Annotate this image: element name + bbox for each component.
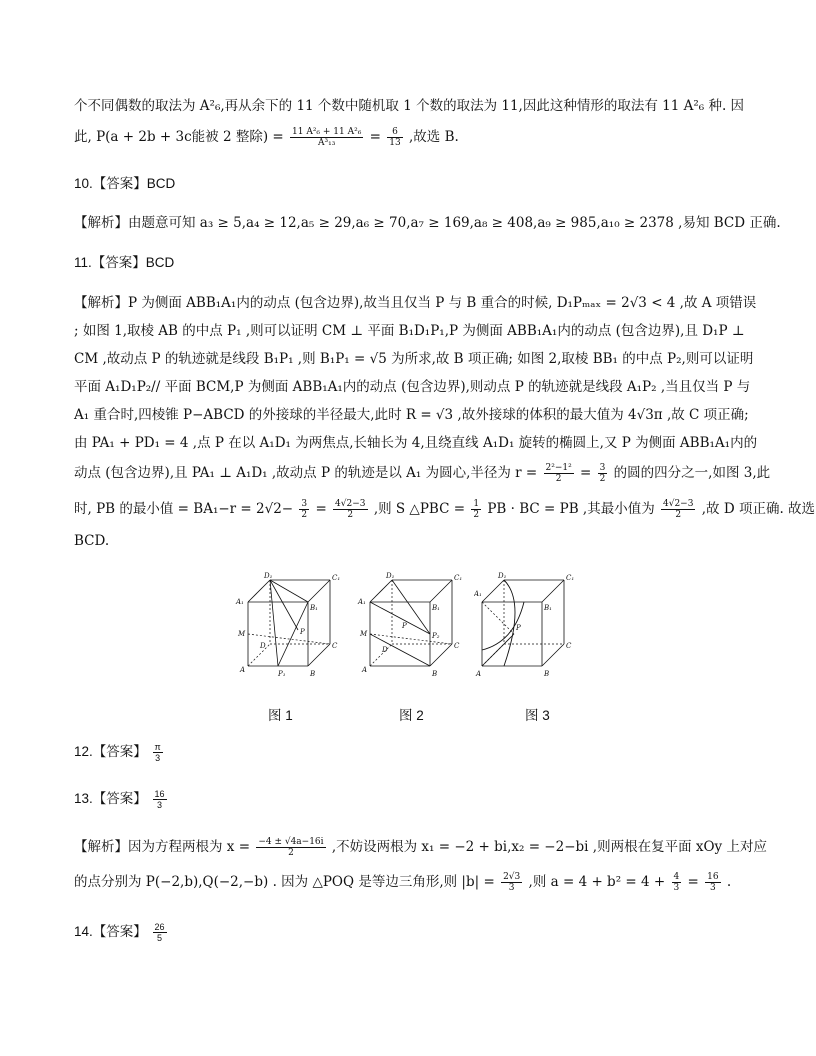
fraction-numerator: 4√2−3	[335, 499, 366, 509]
label-a1: A₁	[358, 598, 366, 606]
label-a: A	[240, 666, 246, 674]
fraction-denominator: 2	[347, 510, 354, 520]
fraction-denominator: 2	[288, 848, 294, 858]
figure-3-caption: 图 3	[525, 708, 550, 723]
text-segment: 时, PB 的最小值 = BA₁−r = 2√2−	[74, 501, 294, 517]
solution-11-line-1: 【解析】P 为侧面 ABB₁A₁内的动点 (包含边界),故当且仅当 P 与 B 重合的时候, D₁Pₘₐₓ = 2√3 < 4 ,故 A 项错误	[74, 295, 757, 311]
solution-11-line-8	[74, 499, 816, 520]
label-c1: C₁	[566, 574, 575, 582]
figure-2-diagram	[352, 572, 464, 684]
fraction-denominator: 5	[157, 933, 163, 943]
text-segment: ,则 a = 4 + b² = 4 +	[528, 874, 666, 890]
label-b: B	[432, 670, 438, 678]
fraction-denominator: 2	[301, 510, 308, 520]
label-m: M	[238, 630, 246, 638]
label-p1: P₁	[278, 670, 286, 678]
label-p: P	[300, 628, 305, 636]
label-b1: B₁	[544, 604, 552, 612]
solution-11-line-5: A₁ 重合时,四棱锥 P−ABCD 的外接球的半径最大,此时 R = √3 ,故外接球的体积的最大值为 4√3π ,故 C 项正确;	[74, 407, 749, 423]
text-segment: 【解析】因为方程两根为 x =	[74, 839, 251, 855]
label-a: A	[362, 666, 368, 674]
answer-label: 14.【答案】	[74, 924, 147, 940]
solution-11-line-2: ; 如图 1,取棱 AB 的中点 P₁ ,则可以证明 CM ⊥ 平面 B₁D₁P₁,P 为侧面 ABB₁A₁内的动点 (包含边界),且 D₁P ⊥	[74, 323, 745, 339]
solution-11-line-9: BCD.	[74, 533, 110, 549]
text-line-2	[74, 127, 754, 148]
fraction	[501, 872, 522, 893]
answer-label: 13.【答案】	[74, 791, 147, 807]
text-segment: =	[369, 129, 381, 145]
fraction-numerator: 11 A²₆ + 11 A²₆	[292, 127, 362, 137]
answer-13	[74, 789, 754, 810]
fraction-numerator: 16	[154, 789, 165, 799]
text-segment: ,则 S △PBC =	[373, 501, 466, 517]
label-d: D	[260, 642, 266, 650]
label-b: B	[544, 670, 550, 678]
figure-2	[352, 572, 464, 684]
fraction-denominator: 13	[389, 138, 401, 148]
text-segment: ,故 D 项正确. 故选	[701, 501, 816, 517]
label-d1: D₁	[498, 572, 507, 580]
fraction	[153, 922, 167, 943]
answer-10: 10.【答案】BCD	[74, 176, 176, 191]
label-b1: B₁	[310, 604, 318, 612]
figure-1-caption: 图 1	[268, 708, 293, 723]
fraction-denominator: 3	[508, 883, 515, 893]
figure-1-diagram	[230, 572, 342, 684]
fraction	[705, 872, 720, 893]
label-a1: A₁	[236, 598, 244, 606]
label-a: A	[476, 670, 482, 678]
text-segment: ,故选 B.	[408, 129, 459, 145]
solution-11-line-6: 由 PA₁ + PD₁ = 4 ,点 P 在以 A₁D₁ 为两焦点,长轴长为 4,且绕直线 A₁D₁ 旋转的椭圆上,又 P 为侧面 ABB₁A₁内的	[74, 435, 758, 451]
text-segment: =	[580, 465, 592, 481]
solution-13-line-1	[74, 837, 767, 858]
fraction-numerator: π	[154, 742, 161, 752]
fraction	[153, 789, 167, 810]
fraction-numerator: −4 ± √4a−16i	[258, 837, 324, 847]
label-p: P	[516, 624, 521, 632]
label-d1: D₁	[386, 572, 395, 580]
fraction	[333, 499, 367, 520]
fraction-denominator: A³₁₃	[318, 138, 336, 148]
answer-14	[74, 922, 754, 943]
fraction-numerator: 26	[154, 922, 165, 932]
text-segment: .	[726, 874, 732, 890]
label-c1: C₁	[332, 574, 341, 582]
fraction	[661, 499, 695, 520]
text-segment: =	[687, 874, 699, 890]
text-segment: 动点 (包含边界),且 PA₁ ⊥ A₁D₁ ,故动点 P 的轨迹是以 A₁ 为圆心,半径为 r =	[74, 465, 538, 481]
text-line-1: 个不同偶数的取法为 A²₆,再从余下的 11 个数中随机取 1 个数的取法为 11,因此这种情形的取法有 11 A²₆ 种. 因	[74, 98, 745, 114]
fraction-numerator: 6	[387, 127, 402, 138]
solution-10: 【解析】由题意可知 a₃ ≥ 5,a₄ ≥ 12,a₅ ≥ 29,a₆ ≥ 70,a₇ ≥ 169,a₈ ≥ 408,a₉ ≥ 985,a₁₀ ≥ 2378 ,易知 BCD 正确.	[74, 215, 781, 231]
solution-11-line-3: CM ,故动点 P 的轨迹就是线段 B₁P₁ ,则 B₁P₁ = √5 为所求,故 B 项正确; 如图 2,取棱 BB₁ 的中点 P₂,则可以证明	[74, 351, 754, 367]
label-c: C	[332, 642, 338, 650]
fraction-denominator: 2	[555, 474, 562, 484]
text-segment: ,不妨设两根为 x₁ = −2 + bi,x₂ = −2−bi ,则两根在复平面 xOy 上对应	[331, 839, 767, 855]
label-b1: B₁	[432, 604, 440, 612]
fraction	[672, 872, 682, 893]
label-a1: A₁	[474, 590, 482, 598]
label-c1: C₁	[454, 574, 463, 582]
figure-3	[474, 572, 586, 684]
label-b: B	[310, 670, 316, 678]
fraction-denominator: 3	[157, 800, 163, 810]
fraction-numerator: 3	[301, 499, 308, 509]
fraction-numerator: 4√2−3	[663, 499, 694, 509]
label-c: C	[454, 642, 460, 650]
label-p: P	[402, 622, 407, 630]
fraction	[544, 463, 574, 484]
fraction	[387, 127, 402, 148]
fraction-denominator: 2	[599, 474, 606, 484]
label-m: M	[360, 630, 368, 638]
fraction-denominator: 3	[673, 883, 680, 893]
label-d1: D₁	[264, 572, 273, 580]
fraction	[153, 742, 163, 763]
fraction-denominator: 2	[675, 510, 682, 520]
text-segment: 此, P(a + 2b + 3c能被 2 整除) =	[74, 129, 284, 145]
fraction	[256, 837, 325, 858]
fraction-numerator: 3	[599, 463, 606, 473]
cube-figures	[230, 572, 590, 684]
answer-label: 12.【答案】	[74, 744, 147, 760]
label-c: C	[566, 642, 572, 650]
fraction-denominator: 3	[710, 883, 716, 893]
fraction-numerator: 2√3	[503, 872, 521, 882]
fraction-denominator: 2	[473, 510, 480, 520]
fraction	[299, 499, 309, 520]
fraction-denominator: 3	[155, 753, 161, 763]
fraction	[290, 127, 363, 148]
answer-11: 11.【答案】BCD	[74, 255, 175, 270]
solution-11-line-7	[74, 463, 771, 484]
text-segment: 的点分别为 P(−2,b),Q(−2,−b) . 因为 △POQ 是等边三角形,则 |b| =	[74, 874, 495, 890]
text-segment: 的圆的四分之一,如图 3,此	[613, 465, 771, 481]
fraction-numerator: 16	[707, 872, 719, 882]
solution-11-line-4: 平面 A₁D₁P₂// 平面 BCM,P 为侧面 ABB₁A₁内的动点 (包含边界),则动点 P 的轨迹就是线段 A₁P₂ ,当且仅当 P 与	[74, 379, 751, 395]
answer-12	[74, 742, 754, 763]
fraction	[598, 463, 608, 484]
text-segment: PB · BC = PB ,其最小值为	[487, 501, 655, 517]
fraction-numerator: 2²−1²	[545, 463, 572, 473]
figure-3-diagram	[474, 572, 586, 684]
fraction-numerator: 4	[673, 872, 680, 882]
figure-1	[230, 572, 342, 684]
label-p2: P₂	[432, 632, 440, 640]
figure-2-caption: 图 2	[399, 708, 424, 723]
solution-13-line-2	[74, 872, 754, 893]
fraction-numerator: 1	[473, 499, 480, 509]
text-segment: =	[315, 501, 327, 517]
fraction	[471, 499, 481, 520]
label-d: D	[382, 646, 388, 654]
